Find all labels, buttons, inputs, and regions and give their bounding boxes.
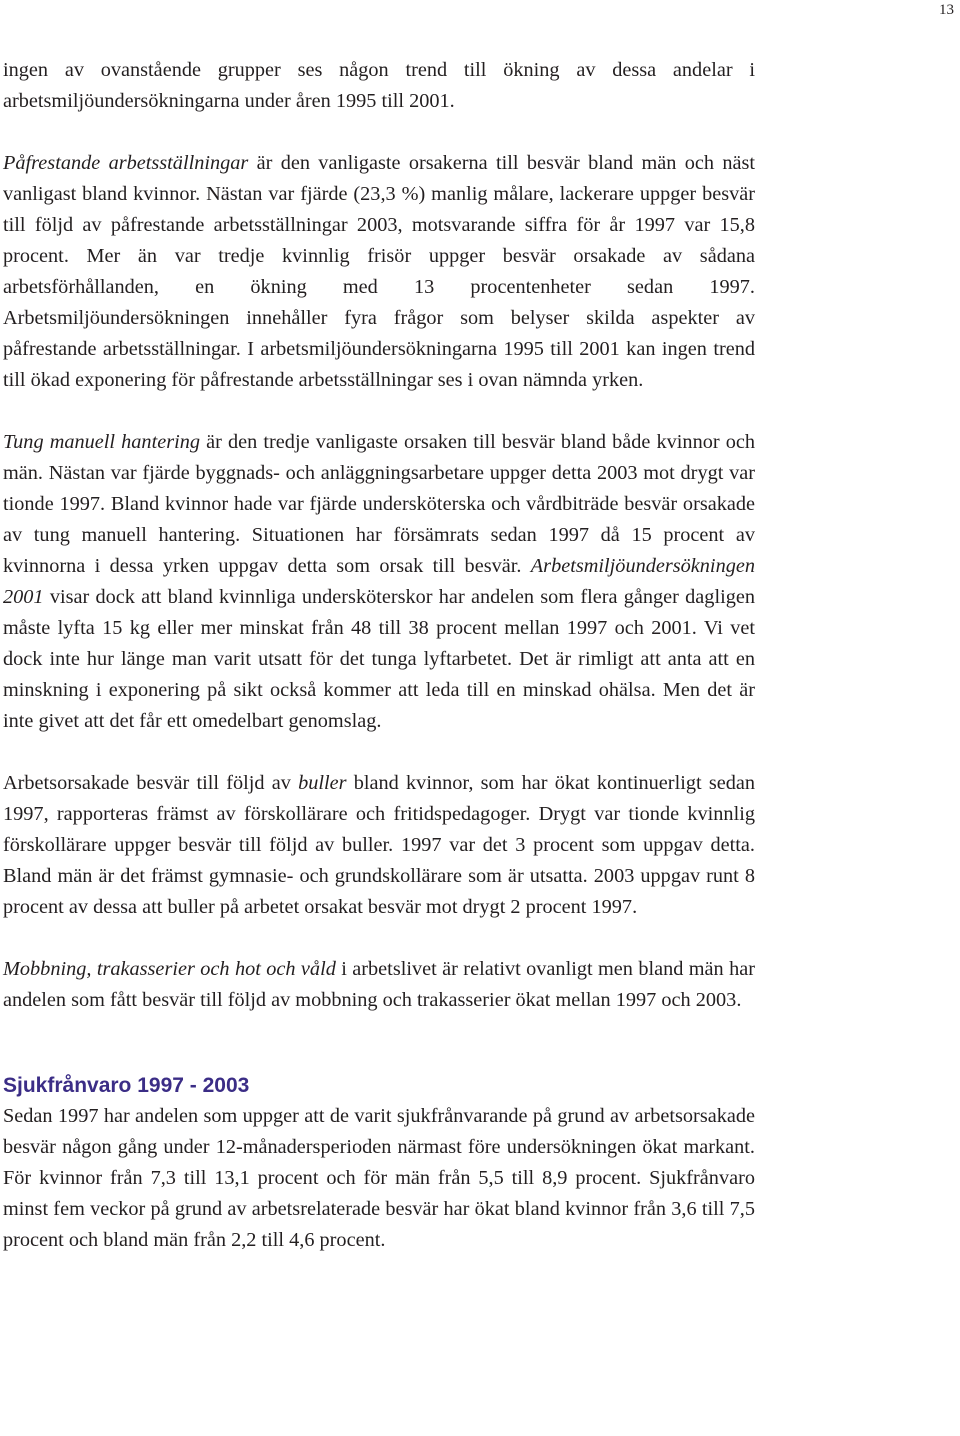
paragraph-mobbning: Mobbning, trakasserier och hot och våld i arbetslivet är relativt ovanligt men bland män har andelen som fått besvär till följd av mobbning och trakasserier ökat mellan 1997 och 2003.: [3, 958, 755, 1011]
paragraph-arbetsstallningar: Påfrestande arbetsställningar är den vanligaste orsakerna till besvär bland män och näst vanligast bland kvinnor. Nästan var fjärde (23,3 %) manlig målare, lackerare uppger besvär till följd av påfrestande arbetsställningar 2003, motsvarande siffra för år 1997 var 15,8 procent. Mer än var tredje kvinnlig frisör uppger besvär orsakade av sådana arbetsförhållanden, en ökning med 13 procentenheter sedan 1997. Arbetsmiljöundersökningen innehåller fyra frågor som belyser skilda aspekter av påfrestande arbetsställningar. I arbetsmiljöundersökningarna 1995 till 2001 kan ingen trend till ökad exponering för påfrestande arbetsställningar ses i ovan nämnda yrken.: [3, 152, 755, 391]
body-text: [3, 55, 755, 1256]
topic-term: Påfrestande arbetsställningar: [3, 152, 249, 174]
topic-term: buller: [298, 772, 347, 794]
paragraph-sjukfranvaro: Sedan 1997 har andelen som uppger att de varit sjukfrånvarande på grund av arbetsorsakade besvär någon gång under 12-månadersperioden närmast före undersökningen ökat markant. För kvinnor från 7,3 till 13,1 procent och för män från 5,5 till 8,9 procent. Sjukfrånvaro minst fem veckor på grund av arbetsrelaterade besvär har ökat bland kvinnor från 3,6 till 7,5 procent och bland män från 2,2 till 4,6 procent.: [3, 1105, 755, 1251]
page-number: 13: [939, 2, 954, 18]
topic-term: Tung manuell hantering: [3, 431, 201, 453]
paragraph-trend: ingen av ovanstående grupper ses någon trend till ökning av dessa andelar i arbetsmiljöundersökningarna under åren 1995 till 2001.: [3, 59, 755, 112]
paragraph-tung-manuell-hantering: Tung manuell hantering är den tredje vanligaste orsaken till besvär bland både kvinnor och män. Nästan var fjärde byggnads- och anläggningsarbetare uppger detta 2003 mot drygt var tionde 1997. Bland kvinnor hade var fjärde undersköterska och vårdbiträde besvär orsakade av tung manuell hantering. Situationen har försämrats sedan 1997 då 15 procent av kvinnorna i dessa yrken uppgav detta som orsak till besvär. Arbetsmiljöundersökningen 2001 visar dock att bland kvinnliga undersköterskor har andelen som flera gånger dagligen måste lyfta 15 kg eller mer minskat från 48 till 38 procent mellan 1997 och 2001. Vi vet dock inte hur länge man varit utsatt för det tunga lyftarbetet. Det är rimligt att anta att en minskning i exponering på sikt också kommer att leda till en minskad ohälsa. Men det är inte givet att det får ett omedelbart genomslag.: [3, 431, 755, 732]
paragraph-buller: Arbetsorsakade besvär till följd av buller bland kvinnor, som har ökat kontinuerligt sedan 1997, rapporteras främst av förskollärare och fritidspedagoger. Drygt var tionde kvinnlig förskollärare uppger besvär till följd av buller. 1997 var det 3 procent som uppgav detta. Bland män är det främst gymnasie- och grundskollärare som är utsatta. 2003 uppgav runt 8 procent av dessa att buller på arbetet orsakat besvär mot drygt 2 procent 1997.: [3, 772, 755, 918]
section-heading: Sjukfrånvaro 1997 - 2003: [3, 1074, 250, 1097]
topic-term: Mobbning, trakasserier och hot och våld: [3, 958, 336, 980]
publication-title: Arbetsmiljöundersökningen 2001: [3, 555, 755, 608]
